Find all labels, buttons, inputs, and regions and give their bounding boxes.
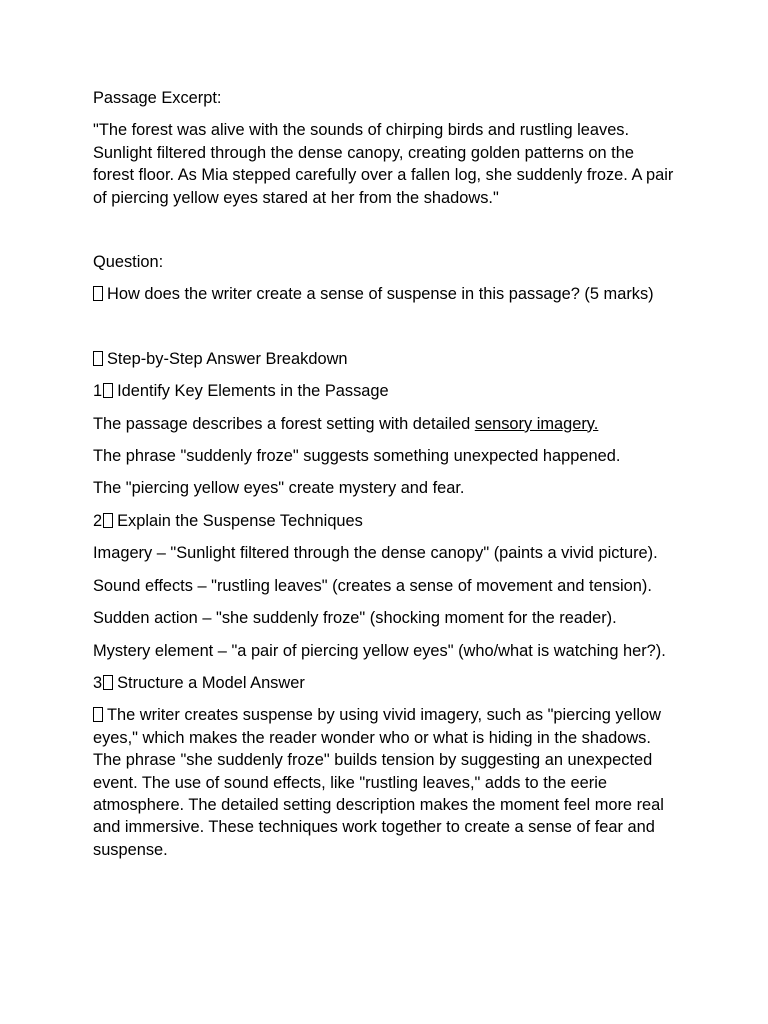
step1-line3: The "piercing yellow eyes" create mystery and fear. — [93, 479, 465, 498]
question-line — [93, 283, 678, 305]
step2-title: Explain the Suspense Techniques — [117, 511, 363, 530]
keycap-glyph-icon — [103, 675, 113, 690]
technique-item: Sudden action – "she suddenly froze" (shocking moment for the reader). — [93, 609, 617, 628]
technique-item: Imagery – "Sunlight filtered through the dense canopy" (paints a vivid picture). — [93, 544, 658, 563]
document-page — [93, 87, 678, 871]
breakdown-heading-line — [93, 348, 678, 370]
step2-heading — [93, 510, 678, 532]
step1-number: 1 — [93, 382, 103, 401]
step1-heading — [93, 380, 678, 402]
step1-line1 — [93, 413, 678, 435]
missing-glyph-icon — [93, 351, 103, 366]
missing-glyph-icon — [93, 286, 103, 301]
model-answer-line — [93, 704, 678, 861]
step2-number: 2 — [93, 511, 103, 530]
keycap-glyph-icon — [103, 513, 113, 528]
missing-glyph-icon — [93, 707, 103, 722]
step3-title: Structure a Model Answer — [117, 673, 305, 692]
question-heading: Question: — [93, 253, 164, 272]
step1-line2: The phrase "suddenly froze" suggests something unexpected happened. — [93, 447, 621, 466]
step3-heading — [93, 672, 678, 694]
question-text: How does the writer create a sense of suspense in this passage? (5 marks) — [107, 285, 654, 304]
step3-number: 3 — [93, 673, 103, 692]
step1-title: Identify Key Elements in the Passage — [117, 382, 389, 401]
passage-heading: Passage Excerpt: — [93, 89, 222, 107]
technique-item: Mystery element – "a pair of piercing yellow eyes" (who/what is watching her?). — [93, 641, 666, 660]
breakdown-heading: Step-by-Step Answer Breakdown — [107, 349, 348, 368]
step1-line1-text: The passage describes a forest setting with detailed — [93, 414, 475, 433]
passage-text: "The forest was alive with the sounds of chirping birds and rustling leaves. Sunlight filtered through the dense canopy, creating golden patterns on the forest floor. As Mia stepped carefully over a fallen log, she suddenly froze. A pair of piercing yellow eyes stared at her from the shadows." — [93, 121, 674, 207]
sensory-imagery-link[interactable]: sensory imagery. — [474, 414, 599, 433]
technique-item: Sound effects – "rustling leaves" (creates a sense of movement and tension). — [93, 576, 652, 595]
model-answer: The writer creates suspense by using vivid imagery, such as "piercing yellow eyes," which makes the reader wonder who or what is hiding in the shadows. The phrase "she suddenly froze" builds tension by suggesting an unexpected event. The use of sound effects, like "rustling leaves," adds to the eerie atmosphere. The detailed setting description makes the moment feel more real and immersive. These techniques work together to create a sense of fear and suspense. — [93, 706, 664, 859]
keycap-glyph-icon — [103, 383, 113, 398]
